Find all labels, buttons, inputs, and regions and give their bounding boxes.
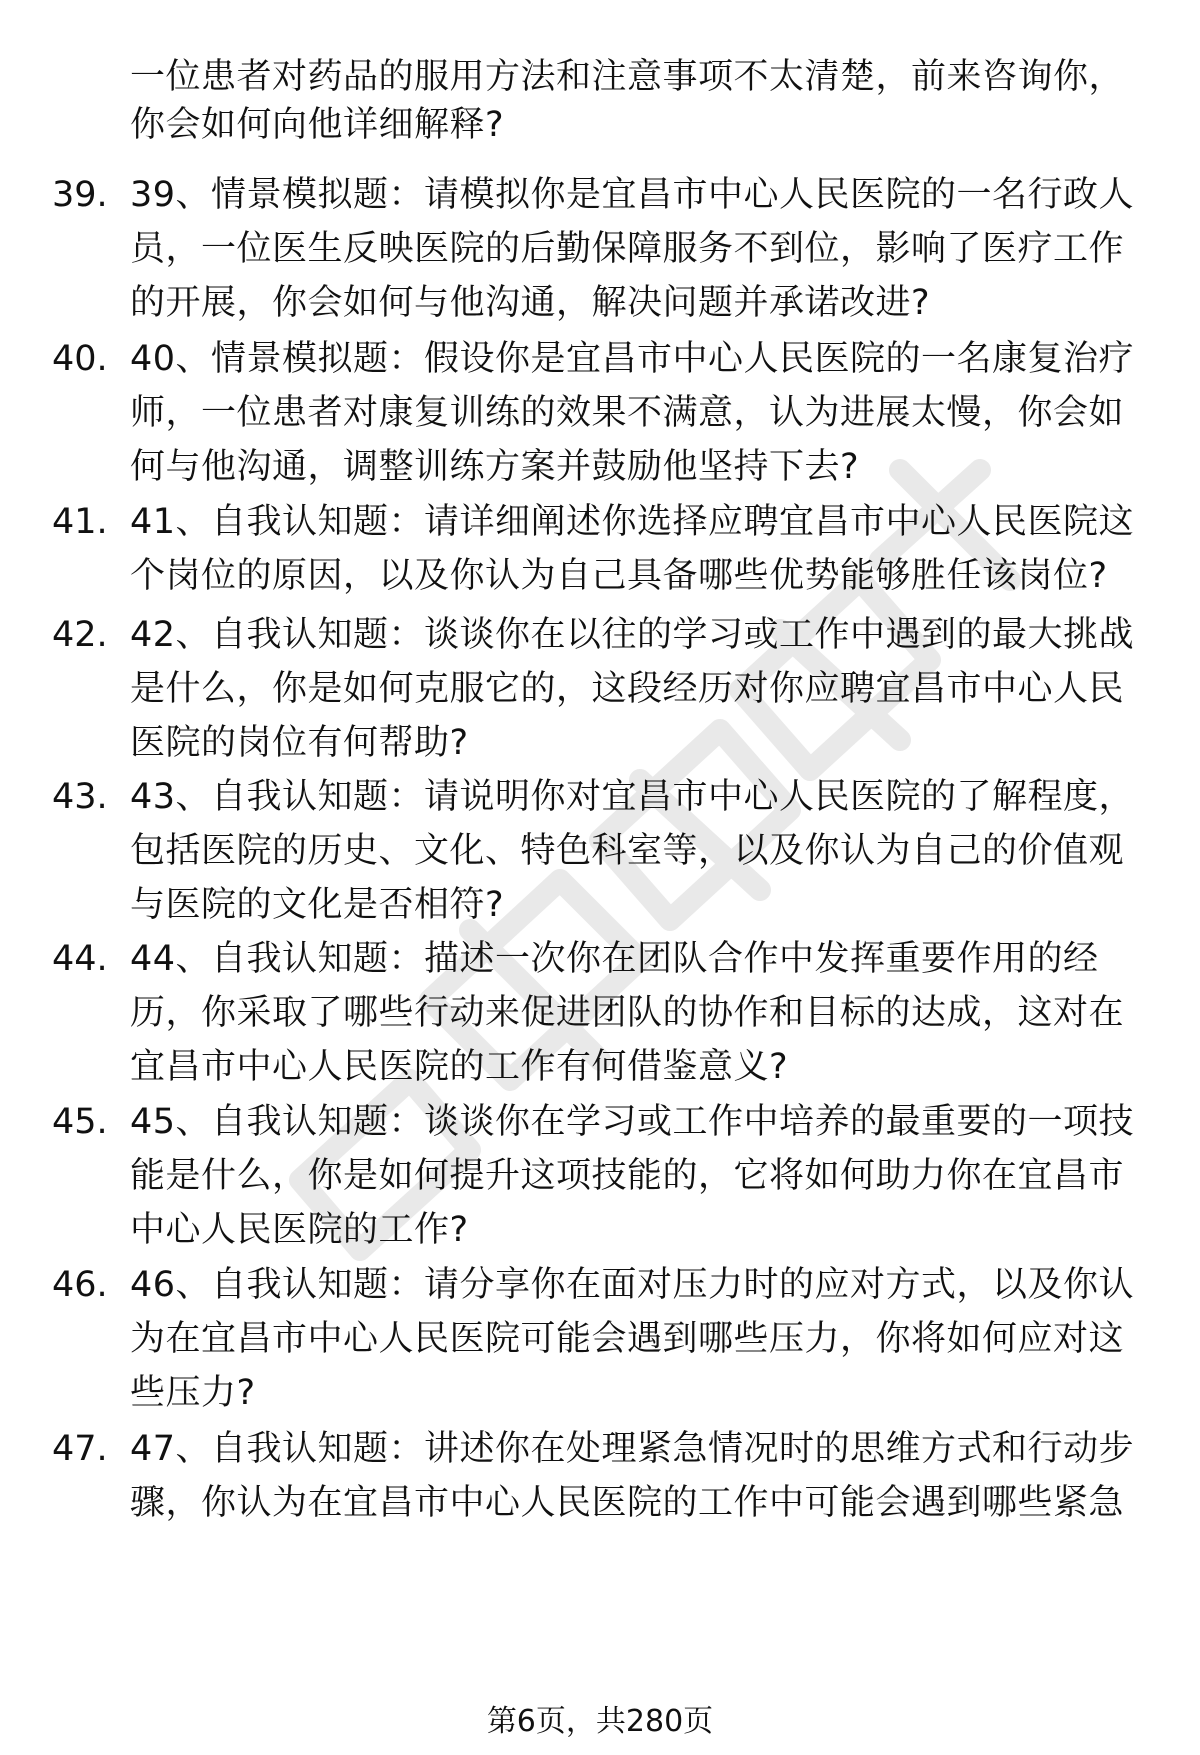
item-number: 39.	[52, 175, 108, 215]
item-number: 43.	[52, 777, 108, 817]
item-line: 40、情景模拟题：假设你是宜昌市中心人民医院的一名康复治疗	[130, 339, 1135, 379]
item-text	[130, 168, 1160, 330]
item-number: 41.	[52, 502, 108, 542]
lead-line-1: 一位患者对药品的服用方法和注意事项不太清楚，前来咨询你，	[130, 57, 1125, 97]
item-line: 46、自我认知题：请分享你在面对压力时的应对方式，以及你认	[130, 1265, 1135, 1305]
item-line: 历，你采取了哪些行动来促进团队的协作和目标的达成，这对在	[130, 993, 1125, 1033]
item-line: 包括医院的历史、文化、特色科室等，以及你认为自己的价值观	[130, 831, 1125, 871]
item-line: 宜昌市中心人民医院的工作有何借鉴意义?	[130, 1047, 789, 1087]
item-text	[130, 1095, 1160, 1257]
item-line: 个岗位的原因，以及你认为自己具备哪些优势能够胜任该岗位?	[130, 556, 1108, 596]
item-number: 47.	[52, 1429, 108, 1469]
item-number: 44.	[52, 939, 108, 979]
item-text	[130, 1258, 1160, 1420]
item-text	[130, 932, 1160, 1094]
item-line: 能是什么，你是如何提升这项技能的，它将如何助力你在宜昌市	[130, 1156, 1125, 1196]
item-line: 骤，你认为在宜昌市中心人民医院的工作中可能会遇到哪些紧急	[130, 1483, 1125, 1523]
item-number: 42.	[52, 615, 108, 655]
item-text	[130, 608, 1160, 770]
item-line: 的开展，你会如何与他沟通，解决问题并承诺改进?	[130, 283, 931, 323]
item-line: 与医院的文化是否相符?	[130, 885, 505, 925]
item-line: 44、自我认知题：描述一次你在团队合作中发挥重要作用的经	[130, 939, 1099, 979]
item-line: 41、自我认知题：请详细阐述你选择应聘宜昌市中心人民医院这	[130, 502, 1135, 542]
item-line: 员，一位医生反映医院的后勤保障服务不到位，影响了医疗工作	[130, 229, 1125, 269]
item-line: 医院的岗位有何帮助?	[130, 723, 469, 763]
item-number: 40.	[52, 339, 108, 379]
item-text	[130, 495, 1160, 603]
item-line: 何与他沟通，调整训练方案并鼓励他坚持下去?	[130, 447, 860, 487]
item-line: 为在宜昌市中心人民医院可能会遇到哪些压力，你将如何应对这	[130, 1319, 1125, 1359]
item-line: 47、自我认知题：讲述你在处理紧急情况时的思维方式和行动步	[130, 1429, 1135, 1469]
item-number: 46.	[52, 1265, 108, 1305]
item-line: 39、情景模拟题：请模拟你是宜昌市中心人民医院的一名行政人	[130, 175, 1135, 215]
item-line: 45、自我认知题：谈谈你在学习或工作中培养的最重要的一项技	[130, 1102, 1135, 1142]
item-line: 43、自我认知题：请说明你对宜昌市中心人民医院的了解程度，	[130, 777, 1135, 817]
item-line: 是什么，你是如何克服它的，这段经历对你应聘宜昌市中心人民	[130, 669, 1125, 709]
item-number: 45.	[52, 1102, 108, 1142]
page-footer: 第6页，共280页	[486, 1704, 714, 1739]
item-line: 中心人民医院的工作?	[130, 1210, 469, 1250]
item-line: 42、自我认知题：谈谈你在以往的学习或工作中遇到的最大挑战	[130, 615, 1135, 655]
item-line: 些压力?	[130, 1373, 256, 1413]
item-text	[130, 332, 1160, 494]
item-line: 师，一位患者对康复训练的效果不满意，认为进展太慢，你会如	[130, 393, 1125, 433]
item-text	[130, 1422, 1160, 1530]
item-text	[130, 770, 1160, 932]
lead-line-2: 你会如何向他详细解释?	[130, 105, 505, 145]
